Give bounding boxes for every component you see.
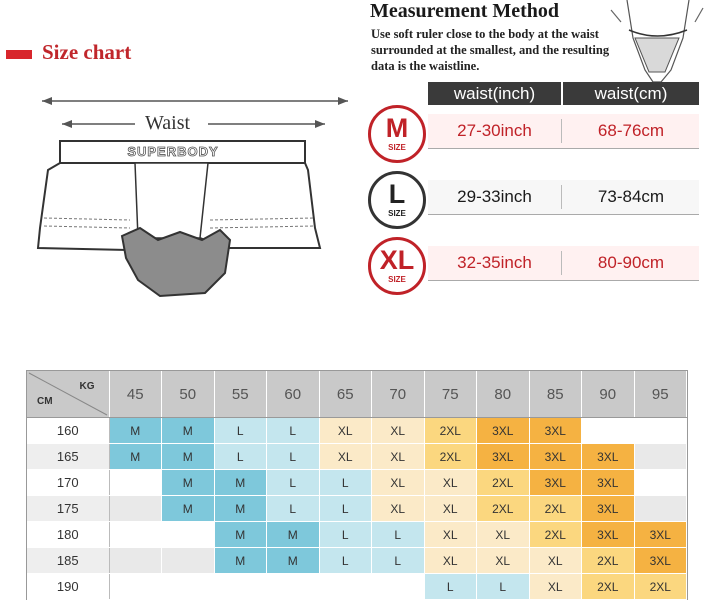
size-cell: [109, 496, 162, 522]
size-cell: L: [267, 418, 320, 444]
underwear-diagram: [30, 88, 360, 303]
waist-cm-value: 80-90cm: [597, 253, 665, 272]
weight-header: 65: [319, 371, 372, 418]
size-cell: L: [319, 548, 372, 574]
height-label: 180: [27, 522, 109, 548]
size-cell: XL: [372, 496, 425, 522]
height-label: 170: [27, 470, 109, 496]
size-cell: XL: [319, 418, 372, 444]
brand-text: SUPERBODY: [127, 144, 219, 159]
waist-row-l: [428, 180, 699, 215]
size-cell: XL: [529, 574, 582, 600]
size-cell: [162, 548, 215, 574]
size-cell: XL: [319, 444, 372, 470]
size-cell: L: [214, 444, 267, 470]
size-badge-letter: M: [385, 113, 409, 143]
size-cell: 2XL: [529, 496, 582, 522]
grid-row: [27, 574, 687, 600]
measurement-title: Measurement Method: [370, 0, 560, 22]
size-cell: [109, 574, 162, 600]
size-cell: [109, 548, 162, 574]
weight-header: 85: [529, 371, 582, 418]
size-cell: [109, 470, 162, 496]
size-cell: M: [162, 444, 215, 470]
size-cell: M: [214, 548, 267, 574]
grid-row: [27, 548, 687, 574]
size-cell: M: [162, 470, 215, 496]
size-cell: 2XL: [477, 496, 530, 522]
weight-header: 80: [477, 371, 530, 418]
corner-kg-label: KG: [79, 381, 95, 392]
grid-row: [27, 418, 687, 444]
size-cell: M: [109, 418, 162, 444]
measurement-description: Use soft ruler close to the body at the waist surrounded at the smallest, and the resulting data is the waistline.: [371, 27, 610, 73]
size-cell: [634, 470, 687, 496]
size-cell: L: [319, 470, 372, 496]
weight-header: 55: [214, 371, 267, 418]
size-cell: XL: [424, 522, 477, 548]
size-cell: 3XL: [582, 522, 635, 548]
weight-header: 95: [634, 371, 687, 418]
size-cell: XL: [372, 418, 425, 444]
gusset: [122, 228, 230, 296]
size-cell: 3XL: [477, 418, 530, 444]
size-cell: [582, 418, 635, 444]
height-label: 190: [27, 574, 109, 600]
size-badge-l: [368, 171, 426, 229]
waist-label: Waist: [141, 112, 194, 135]
grid-row: [27, 470, 687, 496]
size-cell: L: [267, 496, 320, 522]
size-grid-table: [27, 371, 687, 600]
waist-row-m: [428, 114, 699, 149]
size-cell: M: [162, 418, 215, 444]
size-cell: 3XL: [529, 470, 582, 496]
size-cell: L: [214, 418, 267, 444]
weight-header: 75: [424, 371, 477, 418]
size-cell: L: [372, 548, 425, 574]
size-badge-word: SIZE: [388, 275, 406, 284]
size-cell: L: [372, 522, 425, 548]
waist-inch-value: 27-30inch: [457, 121, 532, 140]
size-cell: 3XL: [582, 470, 635, 496]
size-cell: XL: [477, 548, 530, 574]
size-cell: [634, 418, 687, 444]
size-cell: XL: [477, 522, 530, 548]
size-cell: 3XL: [582, 444, 635, 470]
size-badge-letter: XL: [379, 245, 415, 275]
size-cell: [319, 574, 372, 600]
size-cell: L: [267, 444, 320, 470]
grid-row: [27, 522, 687, 548]
weight-header: 70: [372, 371, 425, 418]
size-cell: [162, 574, 215, 600]
size-cell: 2XL: [424, 418, 477, 444]
size-cell: [372, 574, 425, 600]
size-cell: M: [214, 496, 267, 522]
corner-cm-label: CM: [37, 396, 53, 407]
waist-cm-value: 68-76cm: [597, 121, 665, 140]
size-cell: XL: [424, 470, 477, 496]
size-cell: M: [214, 522, 267, 548]
size-cell: [267, 574, 320, 600]
size-cell: XL: [372, 470, 425, 496]
weight-header: 60: [267, 371, 320, 418]
height-label: 185: [27, 548, 109, 574]
waist-inch-value: 29-33inch: [457, 187, 532, 206]
size-cell: M: [267, 548, 320, 574]
grid-corner: [27, 371, 109, 418]
header-waist-inch: waist(inch): [428, 82, 561, 105]
size-cell: XL: [529, 548, 582, 574]
size-cell: 3XL: [634, 522, 687, 548]
waist-inch-value: 32-35inch: [457, 253, 532, 272]
waist-cm-value: 73-84cm: [597, 187, 665, 206]
size-cell: XL: [372, 444, 425, 470]
size-cell: 2XL: [634, 574, 687, 600]
size-grid: [26, 370, 688, 600]
size-badge-word: SIZE: [388, 209, 406, 218]
height-label: 160: [27, 418, 109, 444]
size-cell: L: [267, 470, 320, 496]
size-badge-letter: L: [388, 179, 406, 209]
size-cell: 2XL: [424, 444, 477, 470]
size-cell: 3XL: [529, 444, 582, 470]
size-cell: [634, 496, 687, 522]
header-waist-cm: waist(cm): [563, 82, 699, 105]
size-badge-xl: [368, 237, 426, 295]
size-cell: [214, 574, 267, 600]
size-cell: [162, 522, 215, 548]
size-cell: M: [267, 522, 320, 548]
size-cell: L: [477, 574, 530, 600]
grid-row: [27, 444, 687, 470]
weight-header: 90: [582, 371, 635, 418]
body-measurement-figure: [605, 0, 705, 90]
size-chart-title: Size chart: [42, 40, 132, 64]
weight-header: 50: [162, 371, 215, 418]
size-cell: XL: [424, 548, 477, 574]
size-chart-marker: [6, 50, 32, 59]
size-cell: XL: [424, 496, 477, 522]
size-cell: M: [162, 496, 215, 522]
weight-header: 45: [109, 371, 162, 418]
size-cell: [634, 444, 687, 470]
size-cell: [109, 522, 162, 548]
height-label: 165: [27, 444, 109, 470]
size-cell: 2XL: [582, 548, 635, 574]
size-badge-m: [368, 105, 426, 163]
height-label: 175: [27, 496, 109, 522]
size-cell: 2XL: [529, 522, 582, 548]
size-cell: L: [319, 496, 372, 522]
size-cell: L: [424, 574, 477, 600]
size-cell: 3XL: [529, 418, 582, 444]
size-cell: M: [109, 444, 162, 470]
size-cell: 3XL: [634, 548, 687, 574]
waist-row-xl: [428, 246, 699, 281]
grid-row: [27, 496, 687, 522]
size-cell: 2XL: [582, 574, 635, 600]
outer-waist-arrow: [42, 97, 348, 105]
size-cell: M: [214, 470, 267, 496]
size-badge-word: SIZE: [388, 143, 406, 152]
size-cell: L: [319, 522, 372, 548]
size-cell: 2XL: [477, 470, 530, 496]
size-cell: 3XL: [477, 444, 530, 470]
size-cell: 3XL: [582, 496, 635, 522]
